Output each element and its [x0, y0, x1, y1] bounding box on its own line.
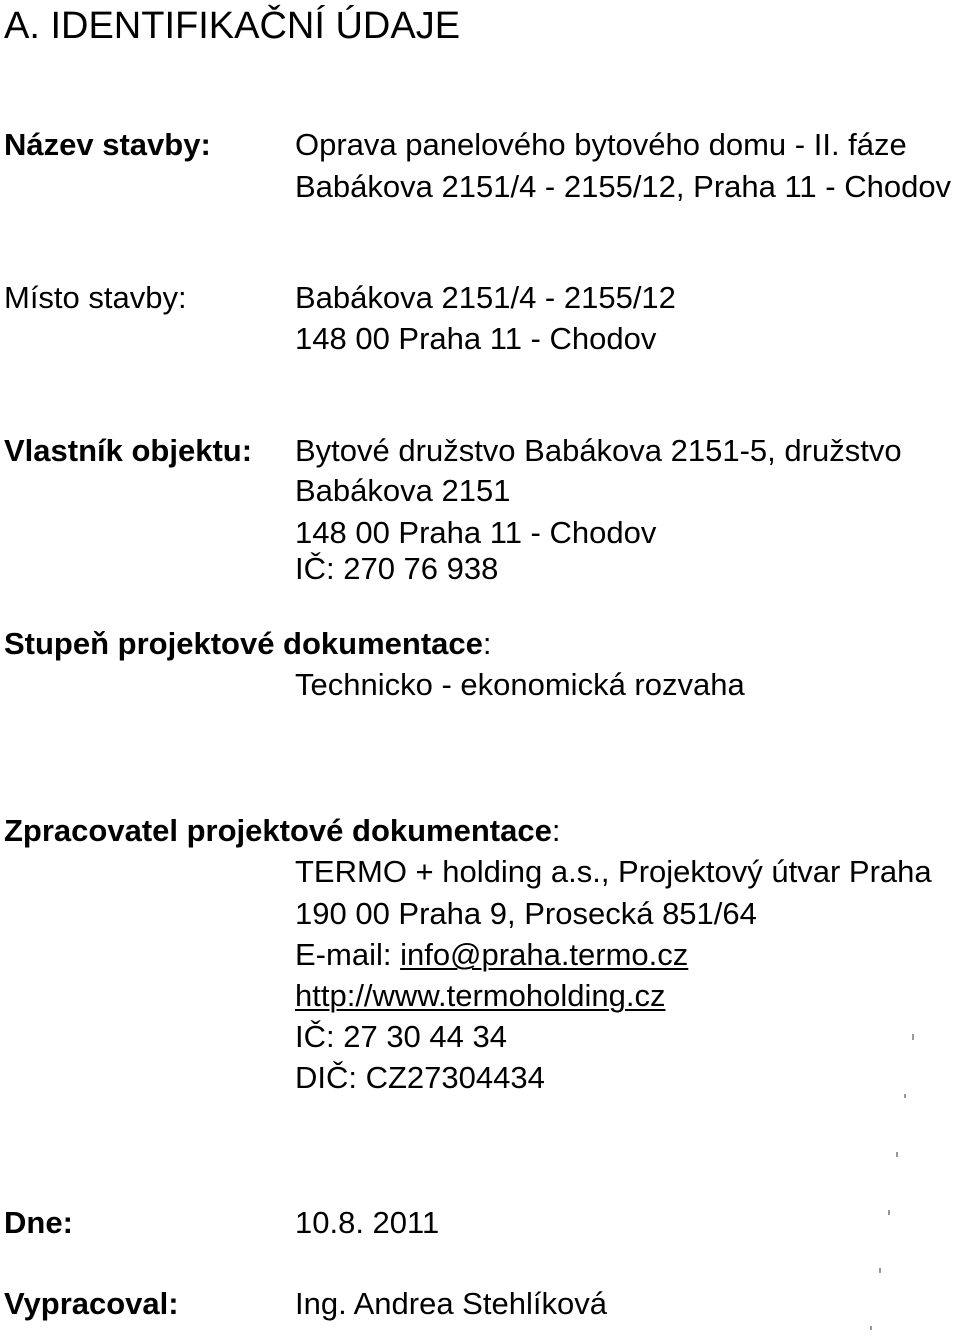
processor-label-text: Zpracovatel projektové dokumentace: [4, 813, 552, 848]
scan-speck: [879, 1268, 881, 1273]
scan-speck: [904, 1094, 906, 1098]
owner-line-2: Babákova 2151: [295, 473, 511, 508]
construction-name-line-1: Oprava panelového bytového domu - II. fáze: [295, 127, 907, 162]
documentation-stage-label-colon: :: [482, 626, 492, 661]
scan-speck: [888, 1210, 890, 1215]
website-link[interactable]: http://www.termoholding.cz: [295, 978, 666, 1013]
construction-site-label: Místo stavby:: [4, 280, 187, 315]
scan-speck: [912, 1034, 914, 1040]
date-label: Dne:: [4, 1205, 73, 1240]
scan-speck: [896, 1152, 898, 1157]
processor-ic: IČ: 27 30 44 34: [295, 1019, 507, 1054]
owner-line-3: 148 00 Praha 11 - Chodov: [295, 515, 657, 550]
processor-label: [4, 815, 560, 846]
processor-label-colon: :: [551, 813, 561, 848]
processor-line-1: TERMO + holding a.s., Projektový útvar Praha: [295, 854, 932, 889]
processor-line-2: 190 00 Praha 9, Prosecká 851/64: [295, 896, 757, 931]
owner-label: Vlastník objektu:: [4, 433, 253, 468]
processor-email-line: [295, 939, 688, 970]
email-link[interactable]: info@praha.termo.cz: [400, 937, 689, 972]
processor-web-line: [295, 980, 665, 1011]
construction-name-line-2: Babákova 2151/4 - 2155/12, Praha 11 - Chodov: [295, 169, 952, 204]
owner-line-1: Bytové družstvo Babákova 2151-5, družstvo: [295, 433, 902, 468]
date-value: 10.8. 2011: [295, 1205, 440, 1240]
prepared-by-label: Vypracoval:: [4, 1286, 179, 1321]
processor-dic: DIČ: CZ27304434: [295, 1060, 545, 1095]
scan-speck: [870, 1326, 872, 1330]
prepared-by-value: Ing. Andrea Stehlíková: [295, 1286, 607, 1321]
documentation-stage-label-text: Stupeň projektové dokumentace: [4, 626, 483, 661]
documentation-stage-label: [4, 628, 492, 659]
processor-email-prefix: E-mail:: [295, 937, 401, 972]
construction-site-line-1: Babákova 2151/4 - 2155/12: [295, 280, 676, 315]
construction-name-label: Název stavby:: [4, 127, 211, 162]
documentation-stage-value: Technicko - ekonomická rozvaha: [295, 667, 745, 702]
construction-site-line-2: 148 00 Praha 11 - Chodov: [295, 321, 657, 356]
owner-line-4: IČ: 270 76 938: [295, 551, 499, 586]
page-title: A. IDENTIFIKAČNÍ ÚDAJE: [4, 5, 461, 47]
